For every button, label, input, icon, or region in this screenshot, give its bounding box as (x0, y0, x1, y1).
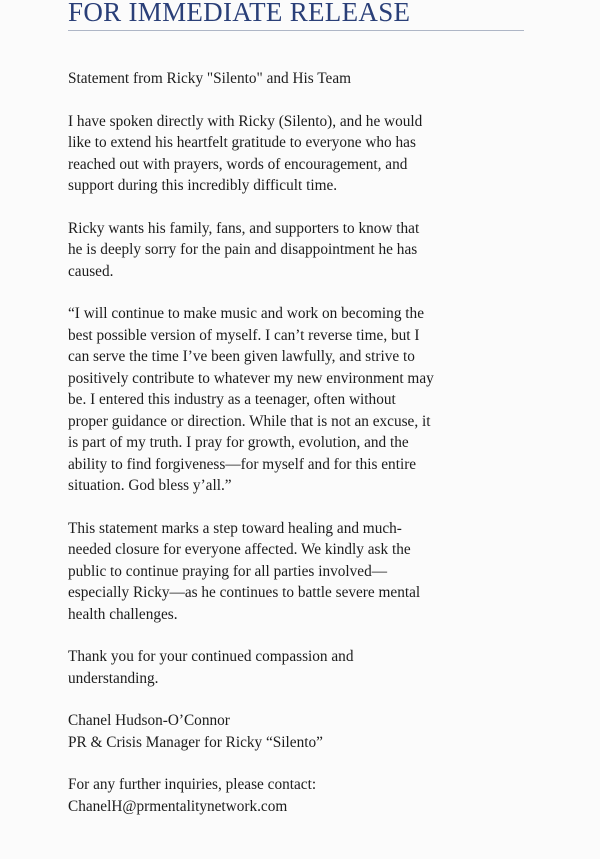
text-line: I have spoken directly with Ricky (Silento), and he would (68, 112, 423, 130)
text-line: “I will continue to make music and work on becoming the (68, 305, 424, 322)
paragraph-quote (68, 303, 518, 497)
text-line: health challenges. (68, 605, 178, 623)
text-line: he is deeply sorry for the pain and disappointment he has (68, 241, 418, 258)
text-line: public to continue praying for all parties involved— (68, 562, 388, 580)
text-line: situation. God bless y’all.” (68, 477, 232, 494)
release-heading: FOR IMMEDIATE RELEASE (68, 0, 411, 27)
text-line: be. I entered this industry as a teenager, often without (68, 391, 396, 408)
contact-block (68, 774, 518, 817)
text-line: support during this incredibly difficult time. (68, 177, 338, 194)
text-line: is part of my truth. I pray for growth, evolution, and the (68, 434, 409, 451)
text-line: caused. (68, 262, 114, 280)
text-line: needed closure for everyone affected. We kindly ask the (68, 541, 411, 558)
text-line: Thank you for your continued compassion and (68, 648, 354, 665)
signature-role: PR & Crisis Manager for Ricky “Silento” (68, 733, 323, 751)
contact-prompt: For any further inquiries, please contact: (68, 776, 317, 793)
paragraph-gratitude (68, 111, 518, 197)
release-body (68, 68, 518, 835)
paragraph-healing (68, 518, 518, 626)
contact-email-link[interactable]: ChanelH@prmentalitynetwork.com (68, 797, 288, 815)
text-line: positively contribute to whatever my new environment may (68, 369, 434, 387)
text-line: understanding. (68, 669, 159, 687)
signature-name: Chanel Hudson-O’Connor (68, 712, 230, 729)
paragraph-thanks (68, 646, 518, 689)
statement-intro: Statement from Ricky "Silento" and His Team (68, 70, 352, 87)
text-line: can serve the time I’ve been given lawfully, and strive to (68, 348, 415, 365)
text-line: best possible version of myself. I can’t reverse time, but I (68, 326, 420, 344)
text-line: like to extend his heartfelt gratitude to everyone who has (68, 134, 416, 151)
text-line: especially Ricky—as he continues to battle severe mental (68, 584, 421, 601)
heading-rule (68, 30, 524, 31)
text-line: ability to find forgiveness—for myself and for this entire (68, 455, 417, 473)
text-line: Ricky wants his family, fans, and supporters to know that (68, 219, 420, 237)
text-line: reached out with prayers, words of encouragement, and (68, 155, 408, 173)
text-line: proper guidance or direction. While that is not an excuse, it (68, 412, 431, 430)
paragraph-apology (68, 218, 518, 283)
text-line: This statement marks a step toward healing and much- (68, 519, 402, 537)
signature-block (68, 710, 518, 753)
